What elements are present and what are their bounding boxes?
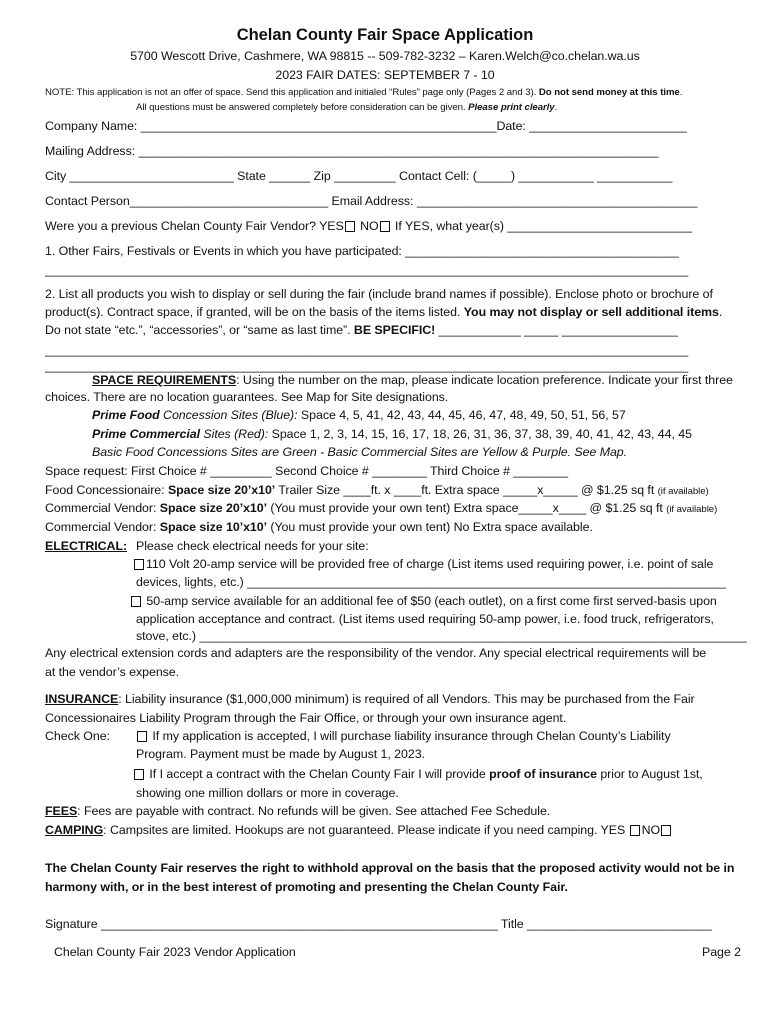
electrical-heading: ELECTRICAL: — [45, 539, 128, 553]
food-if-available: (if available) — [657, 486, 709, 497]
insurance-line-2: Concessionaires Liability Program through the Fair Office, or through your own insurance agent. — [45, 711, 567, 725]
food-size: Space size 20’x10’ — [167, 483, 276, 497]
insurance-option-2 — [133, 766, 703, 782]
insurance-county-checkbox[interactable] — [137, 731, 147, 742]
insurance-line-1 — [45, 691, 695, 707]
space-requirements-heading: SPACE REQUIREMENTS — [92, 373, 237, 387]
q2-text: product(s). Contract space, if granted, will be on the basis of the items listed. — [45, 305, 464, 319]
previous-vendor-question: Were you a previous Chelan County Fair Vendor? YES — [45, 219, 344, 233]
products-question-line-2 — [45, 304, 722, 320]
electrical-110v-items-field[interactable]: devices, lights, etc.) ______________________________________________________________________ — [136, 575, 726, 589]
prime-food-label: Prime Food — [92, 408, 160, 422]
electrical-note-2: at the vendor’s expense. — [45, 665, 180, 679]
commercial-vendor-20-row — [45, 500, 717, 518]
electrical-50amp-row — [130, 593, 717, 609]
vendor-no-label: NO — [356, 219, 379, 233]
food-trailer-field[interactable]: Trailer Size ____ft. x ____ft. Extra space _____x_____ @ $1.25 sq ft — [275, 483, 658, 497]
q2-period: . — [718, 305, 723, 319]
contact-email-field[interactable]: Contact Person_____________________________ Email Address: _________________________________________ — [45, 194, 698, 208]
space-requirements-line-1 — [92, 372, 733, 388]
products-field[interactable]: ____________ _____ _________________ — [435, 323, 679, 337]
food-label: Food Concessionaire: — [45, 483, 168, 497]
prime-food-sites — [92, 407, 626, 423]
q2-instruction: Do not state “etc.”, “accessories”, or “same as last time”. — [45, 323, 354, 337]
note-line-1 — [45, 86, 682, 99]
camping-line — [45, 822, 673, 838]
page-number: Page 2 — [702, 945, 741, 959]
comm1-extra-field[interactable]: (You must provide your own tent) Extra space_____x____ @ $1.25 sq ft — [267, 501, 667, 515]
insurance-option-1 — [136, 728, 671, 744]
mailing-address-field[interactable]: Mailing Address: ____________________________________________________________________________ — [45, 144, 659, 158]
basic-sites: Basic Food Concessions Sites are Green - Basic Commercial Sites are Yellow & Purple. See Map. — [92, 445, 628, 459]
prime-food-desc: Concession Sites (Blue): — [159, 408, 301, 422]
insurance-option-1-text: If my application is accepted, I will purchase liability insurance through Chelan County’s Liability — [149, 729, 671, 743]
camping-yes-checkbox[interactable] — [630, 825, 640, 836]
comm1-if-available: (if available) — [666, 504, 718, 515]
insurance-option-2-line-2: showing one million dollars or more in coverage. — [136, 786, 399, 800]
note-bold: Do not send money at this time — [538, 87, 680, 98]
products-question-line-3 — [45, 322, 678, 338]
camping-no-label: NO — [641, 823, 661, 837]
city-state-zip-field[interactable]: City ________________________ State ______ Zip _________ Contact Cell: (_____) ___________ ___________ — [45, 169, 673, 183]
comm2-label: Commercial Vendor: — [45, 520, 160, 534]
commercial-vendor-10-row — [45, 519, 593, 535]
electrical-110v-text: 110 Volt 20-amp service will be provided free of charge (List items used requiring power, i.e. point of sale — [146, 557, 714, 571]
electrical-note-1: Any electrical extension cords and adapters are the responsibility of the vendor. Any special electrical requirements will be — [45, 646, 707, 660]
electrical-110v-checkbox[interactable] — [134, 559, 144, 570]
check-one-label: Check One: — [45, 729, 110, 743]
electrical-intro: Please check electrical needs for your site: — [136, 539, 369, 553]
camping-heading: CAMPING — [45, 823, 104, 837]
q2-warning: You may not display or sell additional items — [463, 305, 719, 319]
prime-commercial-sites — [92, 426, 692, 442]
electrical-50amp-text: 50-amp service available for an additional fee of $50 (each outlet), on a first come first served-basis upon — [143, 594, 717, 608]
fees-line — [45, 803, 550, 819]
vendor-no-checkbox[interactable] — [380, 221, 390, 232]
space-requirements-text: : Using the number on the map, please indicate location preference. Indicate your first three — [236, 373, 733, 387]
prime-commercial-label: Prime Commercial — [92, 427, 201, 441]
electrical-50amp-checkbox[interactable] — [131, 596, 141, 607]
comm1-size: Space size 20’x10’ — [159, 501, 268, 515]
signature-title-field[interactable]: Signature __________________________________________________________ Title ___________________________ — [45, 917, 712, 931]
prime-commercial-desc: Sites (Red): — [200, 427, 272, 441]
note-end-2: . — [554, 102, 558, 113]
insurance-proof-checkbox[interactable] — [134, 769, 144, 780]
prime-commercial-numbers: Space 1, 2, 3, 14, 15, 16, 17, 18, 26, 31, 36, 37, 38, 39, 40, 41, 42, 43, 44, 45 — [271, 427, 692, 441]
company-name-field[interactable]: Company Name: ____________________________________________________Date: _______________________ — [45, 119, 687, 133]
other-fairs-field[interactable]: 1. Other Fairs, Festivals or Events in which you have participated: ________________________________________ — [45, 244, 679, 258]
print-clearly: Please print clearly — [468, 102, 555, 113]
electrical-110v-row — [133, 556, 713, 572]
space-requirements-line-2: choices. There are no location guarantees. See Map for Site designations. — [45, 390, 449, 404]
insurance-option-2-end: prior to August 1st, — [596, 767, 703, 781]
note-text: NOTE: This application is not an offer of space. Send this application and initialed “Rules” page only (Pages 2 and 3). — [45, 87, 539, 98]
prime-food-numbers: Space 4, 5, 41, 42, 43, 44, 45, 46, 47, 48, 49, 50, 51, 56, 57 — [300, 408, 626, 422]
insurance-text: : Liability insurance ($1,000,000 minimum) is required of all Vendors. This may be purchased from the Fair — [118, 692, 695, 706]
products-blank-line-1[interactable]: ______________________________________________________________________________________________ — [45, 343, 689, 357]
footer-title: Chelan County Fair 2023 Vendor Application — [54, 945, 296, 959]
insurance-heading: INSURANCE — [45, 692, 119, 706]
fees-text: : Fees are payable with contract. No refunds will be given. See attached Fee Schedule. — [77, 804, 551, 818]
fair-dates: 2023 FAIR DATES: SEPTEMBER 7 - 10 — [275, 68, 495, 82]
other-fairs-blank-line[interactable]: ______________________________________________________________________________________________ — [45, 263, 689, 277]
note-end: . — [679, 87, 683, 98]
comm2-size: Space size 10’x10’ — [159, 520, 268, 534]
electrical-50amp-text-2: application acceptance and contract. (List items used requiring 50-amp power, i.e. food truck, refrigerators, — [136, 612, 714, 626]
be-specific: BE SPECIFIC! — [353, 323, 436, 337]
note-line-2 — [136, 101, 557, 114]
products-blank-line-2[interactable]: ______________________________________________________________________________________________ — [45, 359, 689, 373]
proof-of-insurance: proof of insurance — [489, 767, 597, 781]
insurance-option-2-text: If I accept a contract with the Chelan County Fair I will provide — [146, 767, 490, 781]
comm2-note: (You must provide your own tent) No Extra space available. — [267, 520, 593, 534]
vendor-years-field[interactable]: If YES, what year(s) ___________________________ — [391, 219, 693, 233]
camping-no-checkbox[interactable] — [661, 825, 671, 836]
products-question-line-1: 2. List all products you wish to display or sell during the fair (include brand names if possible). Enclose photo or brochure of — [45, 287, 713, 301]
previous-vendor-row — [45, 218, 692, 234]
reserve-statement-1: The Chelan County Fair reserves the right to withhold approval on the basis that the proposed activity would not be in — [45, 861, 735, 875]
electrical-50amp-items-field[interactable]: stove, etc.) ________________________________________________________________________________ — [136, 629, 747, 643]
space-request-field[interactable]: Space request: First Choice # _________ Second Choice # ________ Third Choice # ________ — [45, 464, 569, 478]
food-concessionaire-row — [45, 482, 709, 500]
fees-heading: FEES — [45, 804, 78, 818]
comm1-label: Commercial Vendor: — [45, 501, 160, 515]
note-text-2: All questions must be answered completely before consideration can be given. — [136, 102, 469, 113]
camping-text: : Campsites are limited. Hookups are not guaranteed. Please indicate if you need camping. YES — [103, 823, 629, 837]
page-title: Chelan County Fair Space Application — [236, 26, 534, 44]
vendor-yes-checkbox[interactable] — [345, 221, 355, 232]
reserve-statement-2: harmony with, or in the best interest of promoting and presenting the Chelan County Fair. — [45, 880, 568, 894]
insurance-option-1-line-2: Program. Payment must be made by August 1, 2023. — [136, 747, 425, 761]
contact-address: 5700 Wescott Drive, Cashmere, WA 98815 -- 509-782-3232 – Karen.Welch@co.chelan.wa.us — [130, 49, 640, 63]
